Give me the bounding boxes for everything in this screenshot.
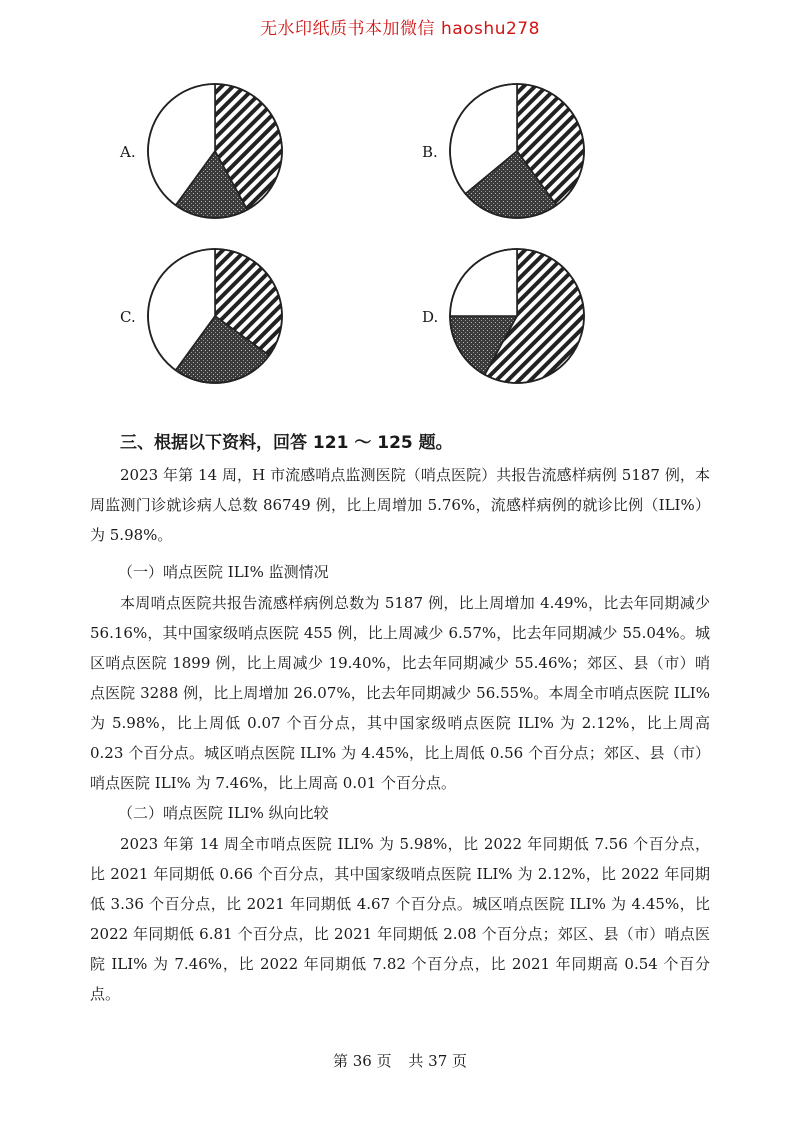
option-c-pie (145, 246, 285, 386)
watermark-text: 无水印纸质书本加微信 haoshu278 (260, 19, 540, 39)
page-total: 共 37 页 (408, 1052, 468, 1070)
subsection-2-body: 2023 年第 14 周全市哨点医院 ILI% 为 5.98%，比 2022 年同期低 7.56 个百分点，比 2021 年同期低 0.66 个百分点，其中国家级哨点医院 ILI% 为 2.12%，比 2022 年同期低 3.36 个百分点，比 2021 年同期低 4.67 个百分点。城区哨点医院 ILI% 为 4.45%，比 2022 年同期低 6.81 个百分点，比 2021 年同期低 2.08 个百分点；郊区、县（市）哨点医院 ILI% 为 7.46%，比 2022 年同期低 7.82 个百分点，比 2021 年同期高 0.54 个百分点。 (90, 835, 710, 1003)
intro-paragraph: 2023 年第 14 周，H 市流感哨点监测医院（哨点医院）共报告流感样病例 5187 例，本周监测门诊就诊病人总数 86749 例，比上周增加 5.76%，流感样病例的就诊比例（ILI%）为 5.98%。 (90, 466, 710, 544)
subsection-2-title: （二）哨点医院 ILI% 纵向比较 (118, 804, 329, 822)
option-a-label: A. (120, 143, 136, 161)
option-d-pie (447, 246, 587, 386)
page-footer (0, 1050, 800, 1071)
subsection-1-body: 本周哨点医院共报告流感样病例总数为 5187 例，比上周增加 4.49%，比去年同期减少 56.16%，其中国家级哨点医院 455 例，比上周减少 6.57%，比去年同期减少 55.04%。城区哨点医院 1899 例，比上周减少 19.40%，比去年同期减少 55.46%；郊区、县（市）哨点医院 3288 例，比上周增加 26.07%，比去年同期减少 56.55%。本周全市哨点医院 ILI% 为 5.98%，比上周低 0.07 个百分点，其中国家级哨点医院 ILI% 为 2.12%，比上周高 0.23 个百分点。城区哨点医院 ILI% 为 4.45%，比上周低 0.56 个百分点；郊区、县（市）哨点医院 ILI% 为 7.46%，比上周高 0.01 个百分点。 (90, 594, 710, 792)
subsection-1-title: （一）哨点医院 ILI% 监测情况 (118, 563, 329, 581)
section-heading: 三、根据以下资料，回答 121 ～ 125 题。 (120, 433, 453, 453)
pie-slice-blank (450, 249, 517, 316)
option-a-pie (145, 81, 285, 221)
page-number: 第 36 页 (332, 1052, 392, 1070)
option-c-label: C. (120, 308, 136, 326)
option-d-label: D. (422, 308, 439, 326)
option-b-pie (447, 81, 587, 221)
option-b-label: B. (422, 143, 438, 161)
